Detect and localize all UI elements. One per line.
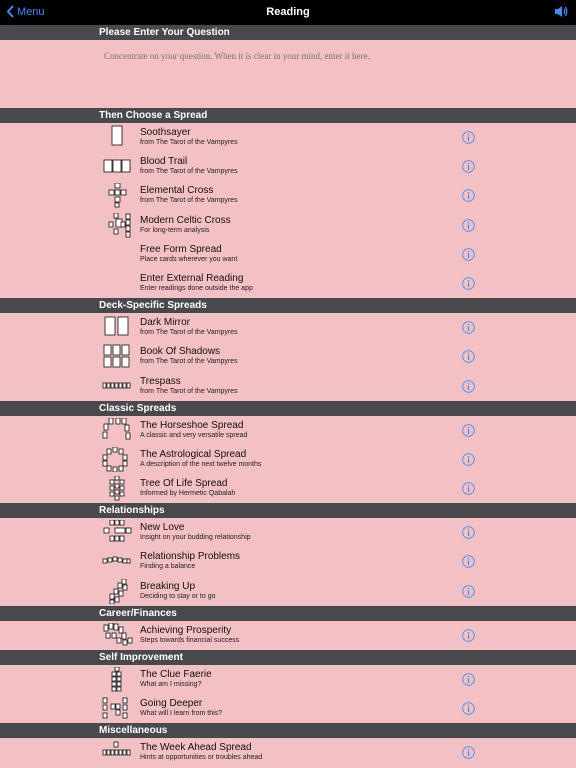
info-icon[interactable]: [462, 585, 475, 598]
info-icon[interactable]: [462, 482, 475, 495]
spread-text: [140, 317, 238, 337]
spread-row[interactable]: [0, 547, 576, 576]
spread-row[interactable]: [0, 665, 576, 694]
info-icon[interactable]: [462, 453, 475, 466]
spread-text: [140, 742, 262, 762]
week-ahead-icon: [100, 740, 134, 765]
relationship-icon: [100, 549, 134, 574]
page-title: Reading: [266, 6, 310, 18]
spread-subtitle: A classic and very versatile spread: [140, 431, 248, 439]
cross-spread-icon: [100, 183, 134, 208]
spread-row[interactable]: [0, 342, 576, 371]
spread-row[interactable]: [0, 738, 576, 767]
spread-row[interactable]: [0, 518, 576, 547]
spread-row[interactable]: [0, 269, 576, 298]
spread-subtitle: What will I learn from this?: [140, 710, 223, 718]
info-icon[interactable]: [462, 350, 475, 363]
spread-subtitle: Steps towards financial success: [140, 636, 240, 644]
spread-row[interactable]: [0, 152, 576, 181]
section-header: Career/Finances: [0, 606, 576, 621]
spread-title: New Love: [140, 522, 185, 534]
spread-list: [0, 108, 576, 768]
info-icon[interactable]: [462, 248, 475, 261]
spread-row[interactable]: [0, 694, 576, 723]
info-icon[interactable]: [462, 746, 475, 759]
spread-title: Book Of Shadows: [140, 346, 221, 358]
spread-title: Modern Celtic Cross: [140, 214, 231, 226]
spread-text: [140, 669, 212, 689]
spread-text: [140, 273, 253, 293]
breaking-up-icon: [100, 579, 134, 604]
spread-row[interactable]: [0, 445, 576, 474]
info-icon[interactable]: [462, 189, 475, 202]
info-icon[interactable]: [462, 160, 475, 173]
spread-subtitle: from The Tarot of the Vampyres: [140, 329, 238, 337]
spread-subtitle: Hints at opportunities or troubles ahead: [140, 754, 263, 762]
info-icon[interactable]: [462, 219, 475, 232]
spread-title: The Clue Faerie: [140, 669, 212, 680]
section-header: Then Choose a Spread: [0, 108, 576, 123]
spread-row[interactable]: [0, 416, 576, 445]
spread-subtitle: from The Tarot of the Vampyres: [140, 139, 238, 146]
info-icon[interactable]: [462, 321, 475, 334]
spread-title: Going Deeper: [140, 698, 203, 710]
horseshoe-icon: [100, 418, 134, 443]
spread-text: [140, 449, 261, 469]
spread-title: Tree Of Life Spread: [140, 478, 228, 490]
spread-text: [140, 156, 238, 176]
spread-text: [140, 420, 247, 440]
spread-subtitle: A description of the next twelve months: [140, 460, 262, 468]
spread-text: [140, 625, 239, 645]
three-cards-icon: [100, 154, 134, 179]
prosperity-icon: [100, 623, 134, 648]
spread-title: The Week Ahead Spread: [140, 742, 252, 754]
spread-text: [140, 551, 240, 571]
spread-row[interactable]: [0, 474, 576, 503]
spread-row[interactable]: [0, 577, 576, 606]
spread-subtitle: from The Tarot of the Vampyres: [140, 387, 238, 395]
celtic-cross-icon: [100, 213, 134, 238]
spread-title: Free Form Spread: [140, 243, 222, 255]
spread-text: [140, 376, 238, 396]
spread-text: [140, 478, 235, 498]
question-header: Please Enter Your Question: [0, 25, 576, 40]
info-icon[interactable]: [462, 555, 475, 568]
spread-subtitle: Deciding to stay or to go: [140, 592, 216, 600]
spread-subtitle: Place cards wherever you want: [140, 255, 238, 263]
going-deeper-icon: [100, 696, 134, 721]
spread-title: Dark Mirror: [140, 317, 190, 329]
spread-title: Soothsayer: [140, 127, 191, 138]
spread-text: [140, 185, 238, 205]
spread-row[interactable]: [0, 181, 576, 210]
spread-row[interactable]: [0, 621, 576, 650]
spread-text: [140, 698, 222, 718]
single-card-icon: [100, 125, 134, 150]
spread-subtitle: Insight on your budding relationship: [140, 534, 251, 542]
spread-subtitle: For long-term analysis: [140, 226, 210, 234]
spread-row[interactable]: [0, 211, 576, 240]
info-icon[interactable]: [462, 629, 475, 642]
navigation-bar: [0, 0, 576, 25]
spread-title: Blood Trail: [140, 156, 188, 168]
spread-row[interactable]: [0, 313, 576, 342]
spread-title: The Horseshoe Spread: [140, 419, 244, 431]
tree-of-life-icon: [100, 476, 134, 501]
spread-subtitle: Finding a balance: [140, 563, 196, 571]
spread-row[interactable]: [0, 123, 576, 152]
spread-text: [140, 581, 216, 601]
new-love-icon: [100, 520, 134, 545]
back-button-label: Menu: [17, 5, 45, 18]
spread-subtitle: What am I missing?: [140, 681, 202, 688]
spread-subtitle: Enter readings done outside the app: [140, 284, 253, 292]
circle-spread-icon: [100, 447, 134, 472]
info-icon[interactable]: [462, 526, 475, 539]
six-cards-icon: [100, 344, 134, 369]
spread-title: Breaking Up: [140, 580, 196, 592]
info-icon[interactable]: [462, 702, 475, 715]
two-cards-icon: [100, 315, 134, 340]
info-icon[interactable]: [462, 673, 475, 686]
sound-button[interactable]: [554, 5, 568, 23]
question-input[interactable]: [104, 51, 544, 61]
spread-title: Trespass: [140, 375, 181, 387]
spread-title: Elemental Cross: [140, 185, 214, 197]
spread-title: Achieving Prosperity: [140, 624, 232, 636]
spread-text: [140, 346, 238, 366]
section-header: Classic Spreads: [0, 401, 576, 416]
spread-title: Enter External Reading: [140, 272, 244, 284]
spread-title: The Astrological Spread: [140, 448, 247, 460]
spread-text: [140, 244, 237, 264]
spread-subtitle: from The Tarot of the Vampyres: [140, 168, 238, 176]
section-header: Relationships: [0, 503, 576, 518]
spread-subtitle: from The Tarot of the Vampyres: [140, 197, 238, 205]
spread-row[interactable]: [0, 372, 576, 401]
section-header: Deck-Specific Spreads: [0, 298, 576, 313]
spread-text: [140, 215, 231, 235]
info-icon[interactable]: [462, 277, 475, 290]
section-header: Self Improvement: [0, 650, 576, 665]
spread-subtitle: Informed by Hermetic Qabalah: [140, 490, 236, 498]
spread-subtitle: from The Tarot of the Vampyres: [140, 358, 238, 366]
spread-row[interactable]: [0, 240, 576, 269]
spread-text: [140, 522, 251, 542]
clue-faerie-icon: [100, 667, 134, 692]
question-area: [0, 40, 576, 108]
card-row-icon: [100, 374, 134, 399]
section-header: Miscellaneous: [0, 723, 576, 738]
spread-title: Relationship Problems: [140, 551, 241, 563]
speaker-icon: [554, 5, 568, 18]
info-icon[interactable]: [462, 380, 475, 393]
info-icon[interactable]: [462, 131, 475, 144]
info-icon[interactable]: [462, 424, 475, 437]
spread-text: [140, 127, 238, 147]
